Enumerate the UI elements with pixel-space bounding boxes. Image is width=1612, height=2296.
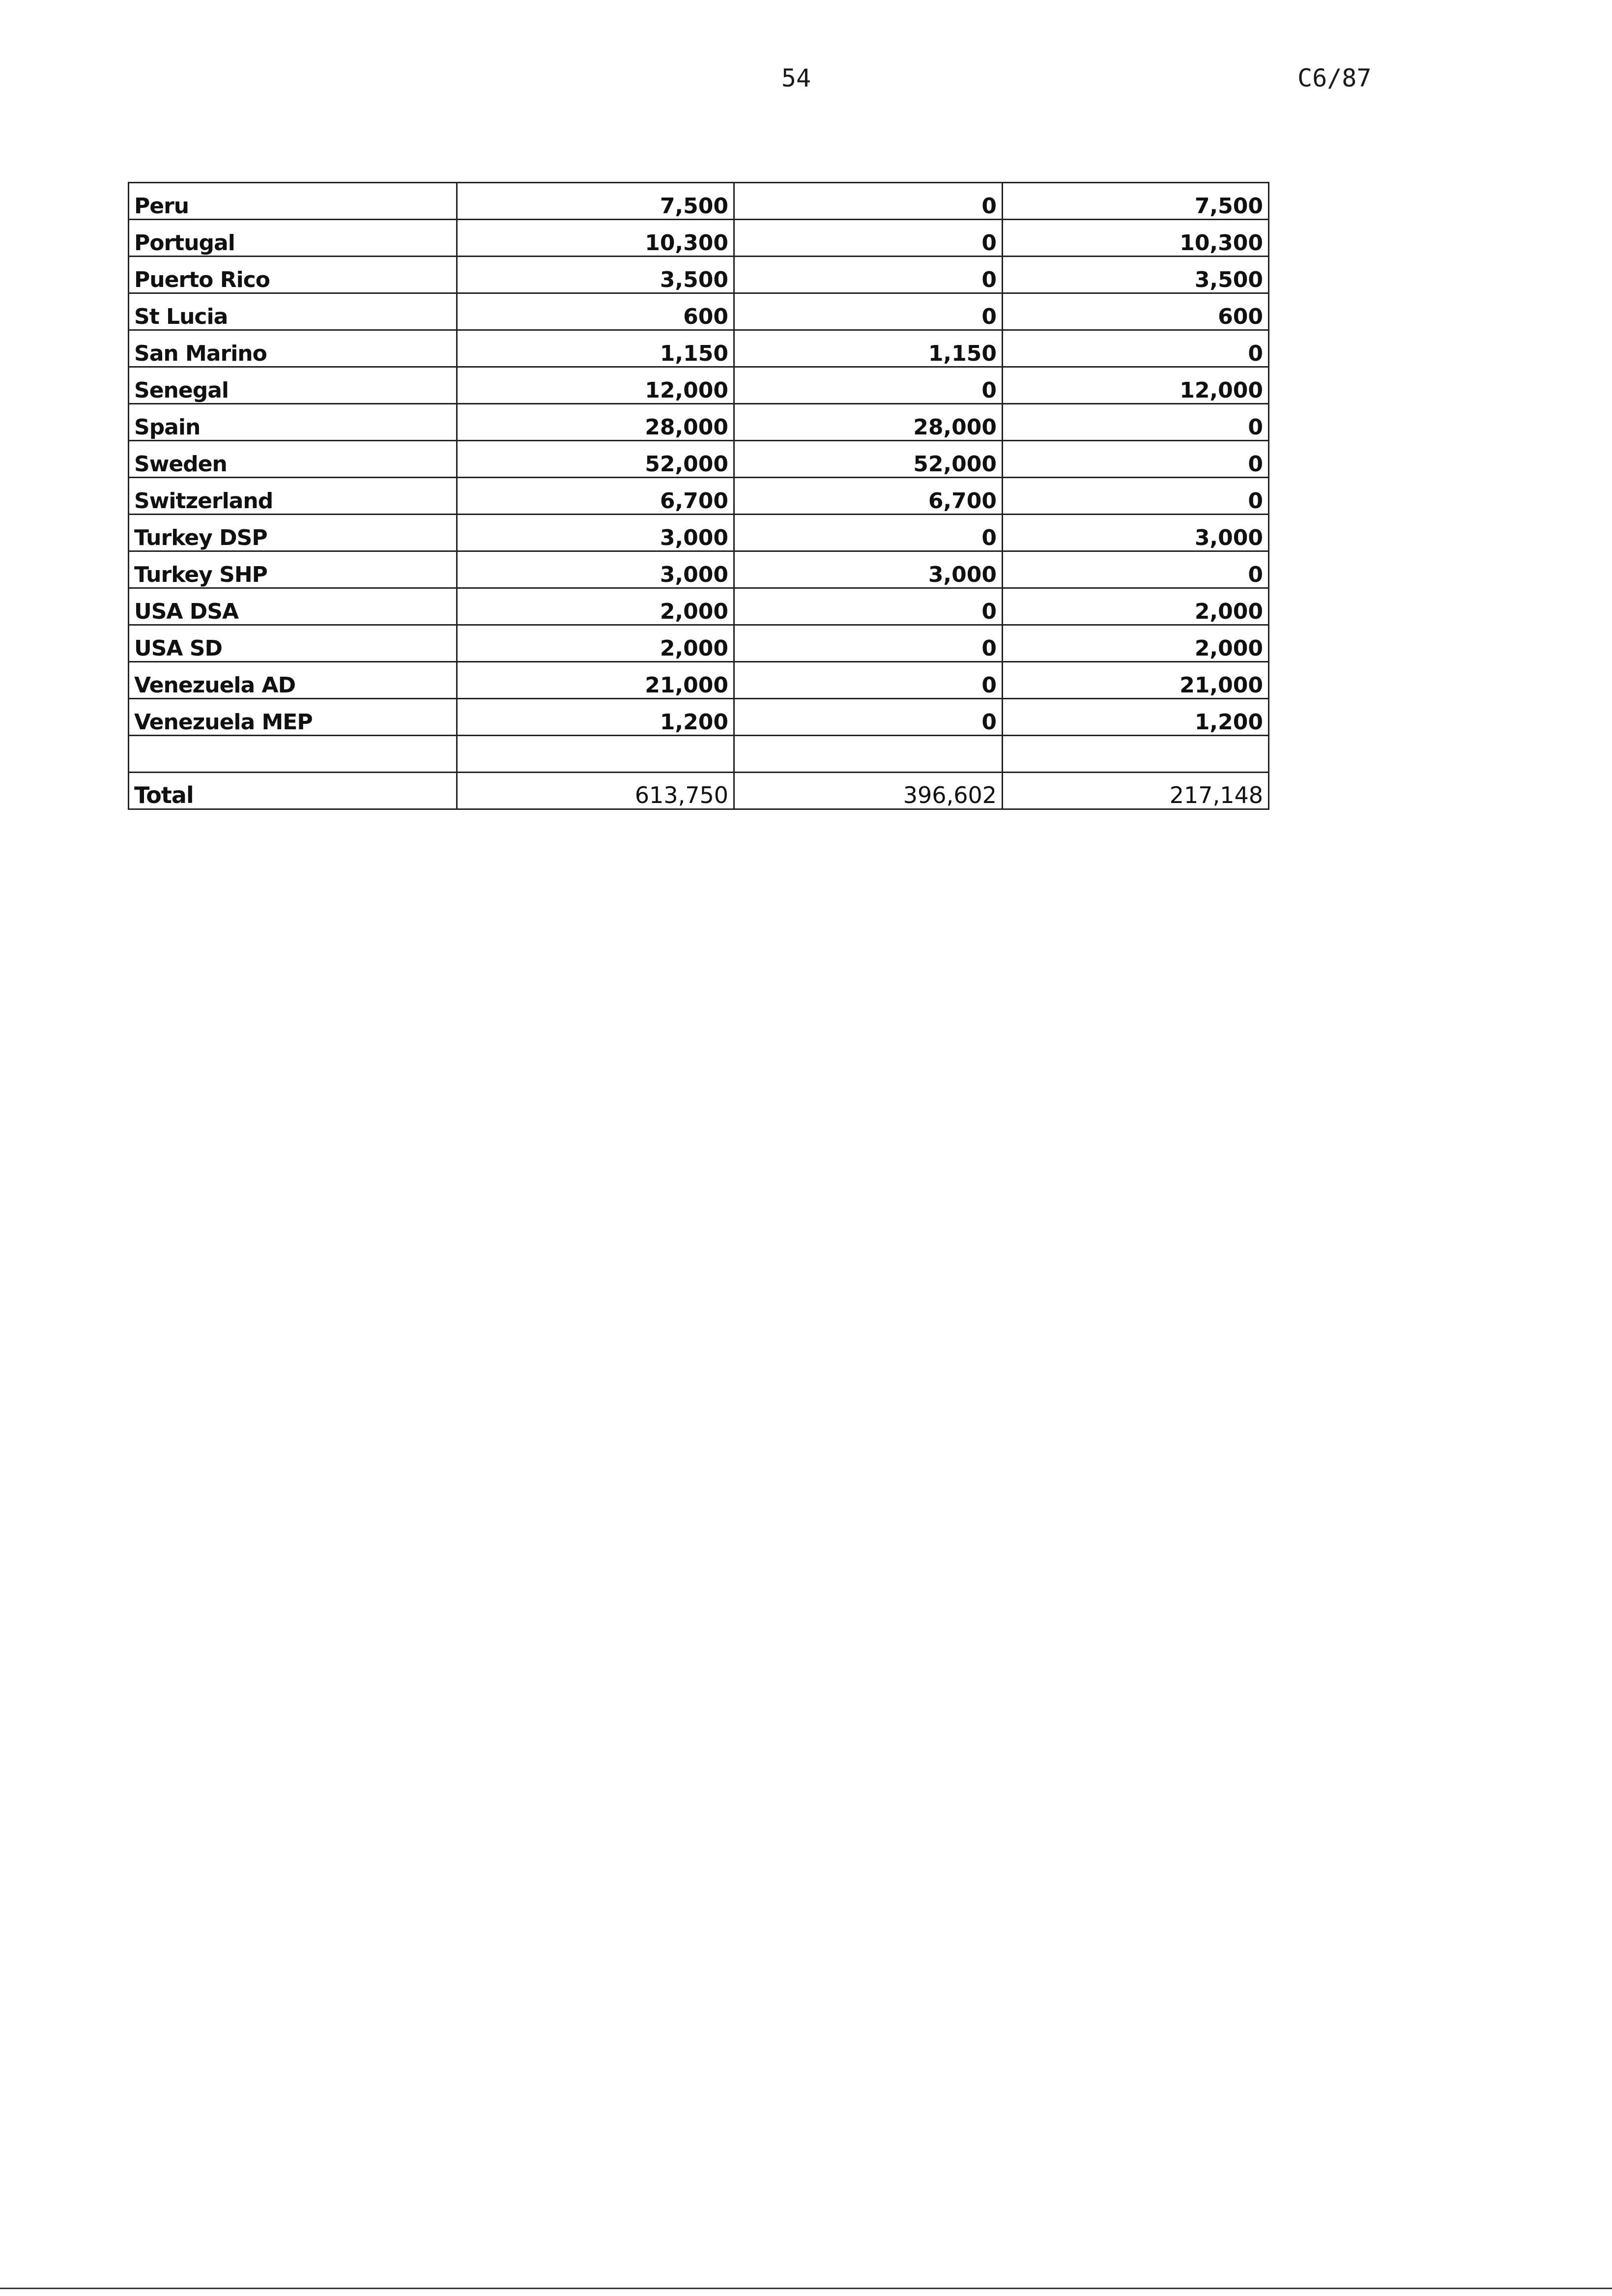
row-value-2: 0 (734, 699, 1003, 736)
empty-cell (457, 736, 734, 773)
total-value-3: 217,148 (1003, 773, 1269, 809)
row-value-3: 0 (1003, 478, 1269, 515)
table-row (129, 699, 1269, 736)
row-value-2: 28,000 (734, 404, 1003, 441)
table-row (129, 220, 1269, 257)
table-row (129, 441, 1269, 478)
row-value-2: 1,150 (734, 330, 1003, 367)
table-row (129, 515, 1269, 551)
row-value-1: 1,200 (457, 699, 734, 736)
row-value-2: 0 (734, 625, 1003, 662)
row-value-2: 0 (734, 662, 1003, 699)
row-value-1: 7,500 (457, 183, 734, 220)
row-name: Turkey SHP (129, 551, 457, 588)
row-name: Venezuela MEP (129, 699, 457, 736)
bottom-rule (0, 2288, 1612, 2289)
table-row (129, 367, 1269, 404)
row-value-3: 0 (1003, 551, 1269, 588)
row-name: Portugal (129, 220, 457, 257)
row-value-2: 52,000 (734, 441, 1003, 478)
row-value-1: 2,000 (457, 588, 734, 625)
row-value-1: 21,000 (457, 662, 734, 699)
empty-cell (129, 736, 457, 773)
row-value-3: 10,300 (1003, 220, 1269, 257)
row-value-2: 0 (734, 515, 1003, 551)
empty-cell (1003, 736, 1269, 773)
row-value-1: 28,000 (457, 404, 734, 441)
row-name: San Marino (129, 330, 457, 367)
empty-cell (734, 736, 1003, 773)
row-value-3: 3,500 (1003, 257, 1269, 293)
row-name: Peru (129, 183, 457, 220)
row-value-2: 0 (734, 220, 1003, 257)
table-row (129, 330, 1269, 367)
row-value-3: 7,500 (1003, 183, 1269, 220)
row-name: USA DSA (129, 588, 457, 625)
row-value-3: 1,200 (1003, 699, 1269, 736)
row-value-1: 6,700 (457, 478, 734, 515)
row-value-3: 2,000 (1003, 588, 1269, 625)
row-value-3: 2,000 (1003, 625, 1269, 662)
row-name: Senegal (129, 367, 457, 404)
row-value-1: 1,150 (457, 330, 734, 367)
table-row (129, 625, 1269, 662)
document-reference: C6/87 (1297, 64, 1372, 92)
row-name: Sweden (129, 441, 457, 478)
table-row (129, 257, 1269, 293)
row-value-2: 0 (734, 183, 1003, 220)
row-value-1: 3,000 (457, 551, 734, 588)
row-value-1: 10,300 (457, 220, 734, 257)
table-row (129, 588, 1269, 625)
table-row (129, 662, 1269, 699)
page-number: 54 (781, 64, 811, 92)
row-value-2: 0 (734, 588, 1003, 625)
row-value-3: 600 (1003, 293, 1269, 330)
table-row (129, 183, 1269, 220)
row-value-1: 2,000 (457, 625, 734, 662)
spacer-row (129, 736, 1269, 773)
row-name: USA SD (129, 625, 457, 662)
table-row (129, 551, 1269, 588)
row-value-1: 52,000 (457, 441, 734, 478)
row-value-1: 12,000 (457, 367, 734, 404)
row-value-3: 0 (1003, 404, 1269, 441)
row-value-3: 3,000 (1003, 515, 1269, 551)
row-name: Venezuela AD (129, 662, 457, 699)
row-value-2: 6,700 (734, 478, 1003, 515)
row-value-2: 0 (734, 293, 1003, 330)
row-value-3: 0 (1003, 441, 1269, 478)
row-name: Turkey DSP (129, 515, 457, 551)
table-row (129, 404, 1269, 441)
table-row (129, 293, 1269, 330)
total-label: Total (129, 773, 457, 809)
row-name: Switzerland (129, 478, 457, 515)
total-row (129, 773, 1269, 809)
row-value-1: 3,500 (457, 257, 734, 293)
total-value-1: 613,750 (457, 773, 734, 809)
row-value-3: 12,000 (1003, 367, 1269, 404)
row-value-2: 0 (734, 257, 1003, 293)
row-value-2: 3,000 (734, 551, 1003, 588)
row-name: St Lucia (129, 293, 457, 330)
row-name: Spain (129, 404, 457, 441)
row-value-1: 3,000 (457, 515, 734, 551)
contributions-table (128, 182, 1269, 810)
row-value-3: 21,000 (1003, 662, 1269, 699)
row-name: Puerto Rico (129, 257, 457, 293)
row-value-3: 0 (1003, 330, 1269, 367)
row-value-2: 0 (734, 367, 1003, 404)
total-value-2: 396,602 (734, 773, 1003, 809)
row-value-1: 600 (457, 293, 734, 330)
table-row (129, 478, 1269, 515)
